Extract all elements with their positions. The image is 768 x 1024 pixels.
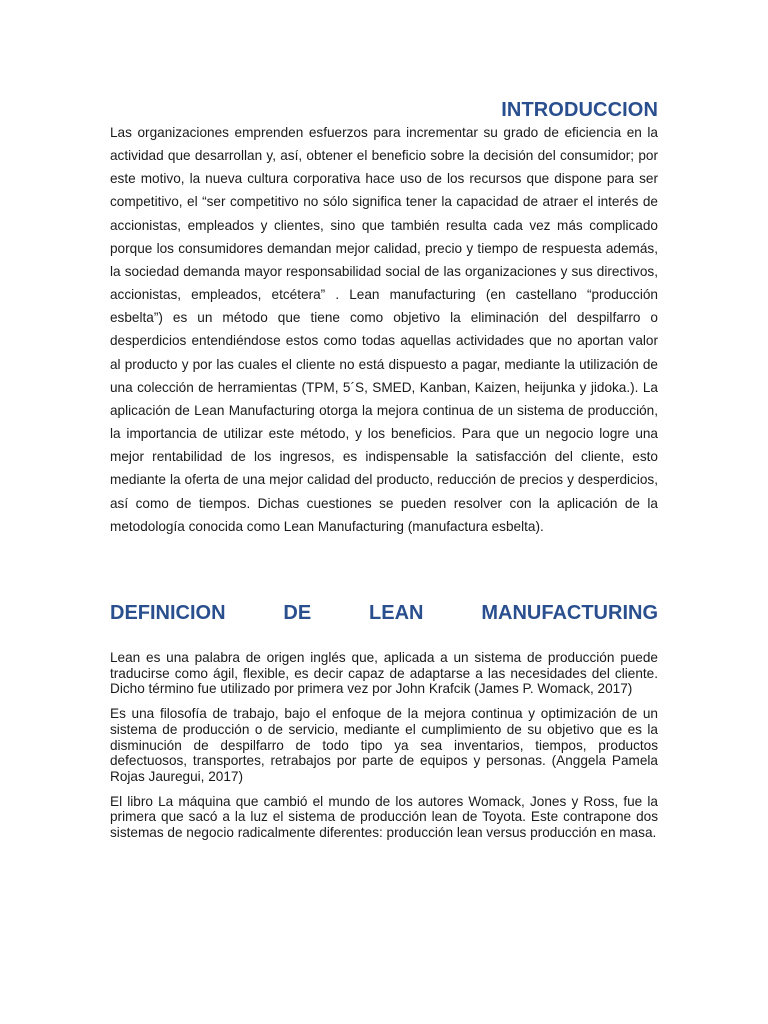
definition-section: [110, 650, 658, 850]
definition-paragraph-2: Es una filosofía de trabajo, bajo el enfoque de la mejora continua y optimización de un sistema de producción o de servicio, mediante el cumplimiento de su objetivo que es la disminución de despilfarro de todo tipo ya sea inventarios, tiempos, productos defectuosos, transportes, retrabajos por parte de equipos y personas. (Anggela Pamela Rojas Jauregui, 2017): [110, 706, 658, 784]
introduction-heading: INTRODUCCION: [501, 99, 658, 121]
definition-paragraph-3: El libro La máquina que cambió el mundo de los autores Womack, Jones y Ross, fue la primera que sacó a la luz el sistema de producción lean de Toyota. Este contrapone dos sistemas de negocio radicalmente diferentes: producción lean versus producción en masa.: [110, 793, 658, 841]
definition-paragraph-1: Lean es una palabra de origen inglés que, aplicada a un sistema de producción puede traducirse como ágil, flexible, es decir capaz de adaptarse a las necesidades del cliente. Dicho término fue utilizado por primera vez por John Krafcik (James P. Womack, 2017): [110, 650, 658, 697]
definition-heading: DEFINICION DE LEAN MANUFACTURING: [110, 602, 658, 624]
introduction-paragraph: Las organizaciones emprenden esfuerzos para incrementar su grado de eficiencia en la actividad que desarrollan y, así, obtener el beneficio sobre la decisión del consumidor; por este motivo, la nueva cultura corporativa hace uso de los recursos que dispone para ser competitivo, el “ser competitivo no sólo significa tener la capacidad de atraer el interés de accionistas, empleados y clientes, sino que también resulta cada vez más complicado porque los consumidores demandan mejor calidad, precio y tiempo de respuesta además, la sociedad demanda mayor responsabilidad social de las organizaciones y sus directivos, accionistas, empleados, etcétera” . Lean manufacturing (en castellano “producción esbelta”) es un método que tiene como objetivo la eliminación del despilfarro o desperdicios entendiéndose estos como todas aquellas actividades que no aportan valor al producto y por las cuales el cliente no está dispuesto a pagar, mediante la utilización de una colección de herramientas (TPM, 5´S, SMED, Kanban, Kaizen, heijunka y jidoka.). La aplicación de Lean Manufacturing otorga la mejora continua de un sistema de producción, la importancia de utilizar este método, y los beneficios. Para que un negocio logre una mejor rentabilidad de los ingresos, es indispensable la satisfacción del cliente, esto mediante la oferta de una mejor calidad del producto, reducción de precios y desperdicios, así como de tiempos. Dichas cuestiones se pueden resolver con la aplicación de la metodología conocida como Lean Manufacturing (manufactura esbelta).: [110, 125, 658, 534]
